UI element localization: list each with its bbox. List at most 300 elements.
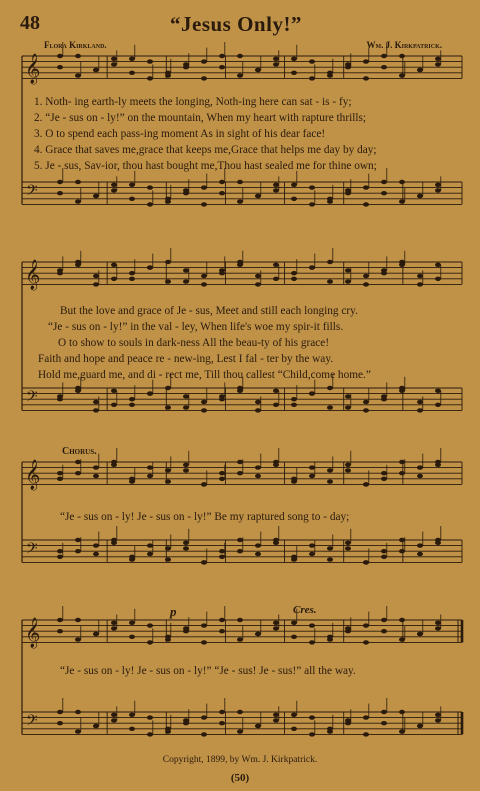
note-head <box>129 271 135 275</box>
note-head <box>111 713 117 717</box>
note-head <box>435 541 441 545</box>
note-head <box>129 397 135 401</box>
composer-credit: Wm. J. Kirkpatrick. <box>366 40 442 50</box>
note-head <box>363 202 369 206</box>
note-head <box>75 549 81 553</box>
note-head <box>399 538 405 542</box>
note-head <box>255 632 261 636</box>
treble-clef-icon: 𝄞 <box>25 54 41 84</box>
note-head <box>237 386 243 390</box>
note-head <box>219 191 225 195</box>
note-head <box>111 626 117 630</box>
note-head <box>417 632 423 636</box>
note-head <box>57 471 63 475</box>
note-head <box>165 199 171 203</box>
bass-clef-icon: 𝄢 <box>26 712 38 733</box>
verse-line-2: 2. “Je - sus on - ly!” on the mountain, When my heart with rapture thrills; <box>34 112 367 124</box>
note-head <box>399 729 405 733</box>
note-head <box>93 68 99 72</box>
note-head <box>327 260 333 264</box>
note-head <box>111 463 117 467</box>
note-head <box>273 621 279 625</box>
note-head <box>165 279 171 283</box>
verse-line-7: “Je - sus on - ly!” in the val - ley, When life's woe my spir-it fills. <box>48 321 344 333</box>
note-head <box>129 477 135 481</box>
note-head <box>183 463 189 467</box>
note-head <box>381 618 387 622</box>
note-head <box>327 405 333 409</box>
note-head <box>165 479 171 483</box>
note-head <box>381 65 387 69</box>
note-head <box>255 282 261 286</box>
note-head <box>327 557 333 561</box>
note-head <box>327 729 333 733</box>
note-head <box>75 471 81 475</box>
bass-clef-icon: 𝄢 <box>26 540 38 561</box>
note-head <box>309 474 315 478</box>
note-head <box>435 263 441 267</box>
note-head <box>435 718 441 722</box>
treble-clef-icon: 𝄞 <box>25 460 41 490</box>
note-head <box>219 397 225 401</box>
note-head <box>57 629 63 633</box>
note-head <box>291 277 297 281</box>
note-head <box>255 408 261 412</box>
note-head <box>255 724 261 728</box>
note-head <box>417 274 423 278</box>
verse-line-9: Faith and hope and peace re - new-ing, Lest I fal - ter by the way. <box>38 353 334 365</box>
note-head <box>399 180 405 184</box>
note-head <box>327 386 333 390</box>
note-head <box>345 394 351 398</box>
note-head <box>129 197 135 201</box>
note-head <box>147 59 153 63</box>
note-head <box>111 277 117 281</box>
note-head <box>129 635 135 639</box>
note-head <box>57 180 63 184</box>
note-head <box>219 721 225 725</box>
note-head <box>183 279 189 283</box>
note-head <box>111 62 117 66</box>
note-head <box>363 400 369 404</box>
note-head <box>57 555 63 559</box>
note-head <box>75 618 81 622</box>
note-head <box>435 277 441 281</box>
note-head <box>57 271 63 275</box>
note-head <box>273 389 279 393</box>
note-head <box>363 640 369 644</box>
note-head <box>129 277 135 281</box>
note-head <box>93 408 99 412</box>
note-head <box>57 721 63 725</box>
note-head <box>111 183 117 187</box>
note-head <box>327 279 333 283</box>
note-head <box>93 400 99 404</box>
note-head <box>309 202 315 206</box>
note-head <box>219 271 225 275</box>
note-head <box>93 543 99 547</box>
note-head <box>93 552 99 556</box>
note-head <box>399 549 405 553</box>
note-head <box>75 54 81 58</box>
note-head <box>129 555 135 559</box>
note-head <box>201 400 207 404</box>
note-head <box>417 194 423 198</box>
bass-clef-icon: 𝄢 <box>26 388 38 409</box>
note-head <box>273 62 279 66</box>
note-head <box>165 405 171 409</box>
note-head <box>417 474 423 478</box>
note-head <box>75 386 81 390</box>
dynamic-piano: p <box>170 604 177 619</box>
note-head <box>147 202 153 206</box>
note-head <box>435 183 441 187</box>
note-head <box>237 460 243 464</box>
note-head <box>219 477 225 481</box>
note-head <box>381 710 387 714</box>
note-head <box>237 260 243 264</box>
note-head <box>219 180 225 184</box>
bass-clef-icon: 𝄢 <box>26 182 38 203</box>
note-head <box>291 271 297 275</box>
note-head <box>57 549 63 553</box>
copyright-notice: Copyright, 1899, by Wm. J. Kirkpatrick. <box>162 755 318 765</box>
note-head <box>327 468 333 472</box>
note-head <box>237 549 243 553</box>
note-head <box>255 474 261 478</box>
note-head <box>237 54 243 58</box>
note-head <box>291 635 297 639</box>
note-head <box>219 629 225 633</box>
note-head <box>327 199 333 203</box>
note-head <box>435 621 441 625</box>
note-head <box>273 626 279 630</box>
note-head <box>201 560 207 564</box>
note-head <box>237 73 243 77</box>
note-head <box>219 549 225 553</box>
note-head <box>363 715 369 719</box>
note-head <box>363 560 369 564</box>
note-head <box>363 282 369 286</box>
note-head <box>201 623 207 627</box>
note-head <box>93 194 99 198</box>
hymn-number: 48 <box>20 12 40 34</box>
note-head <box>201 202 207 206</box>
note-head <box>183 394 189 398</box>
note-head <box>201 408 207 412</box>
note-head <box>147 732 153 736</box>
note-head <box>255 400 261 404</box>
note-head <box>111 263 117 267</box>
note-head <box>327 637 333 641</box>
note-head <box>399 618 405 622</box>
note-head <box>399 471 405 475</box>
note-head <box>345 468 351 472</box>
note-head <box>219 65 225 69</box>
note-head <box>399 73 405 77</box>
note-head <box>291 727 297 731</box>
note-head <box>363 274 369 278</box>
note-head <box>435 62 441 66</box>
note-head <box>345 463 351 467</box>
note-head <box>111 718 117 722</box>
note-head <box>273 463 279 467</box>
note-head <box>345 188 351 192</box>
note-head <box>183 626 189 630</box>
note-head <box>183 541 189 545</box>
verse-line-6: But the love and grace of Je - sus, Meet and still each longing cry. <box>60 305 358 317</box>
note-head <box>363 59 369 63</box>
note-head <box>381 271 387 275</box>
note-head <box>417 400 423 404</box>
note-head <box>309 543 315 547</box>
note-head <box>417 465 423 469</box>
note-head <box>255 465 261 469</box>
note-head <box>255 68 261 72</box>
note-head <box>417 282 423 286</box>
note-head <box>129 71 135 75</box>
note-head <box>309 59 315 63</box>
note-head <box>147 623 153 627</box>
note-head <box>381 471 387 475</box>
note-head <box>291 197 297 201</box>
note-head <box>219 555 225 559</box>
note-head <box>165 729 171 733</box>
note-head <box>201 640 207 644</box>
note-head <box>183 718 189 722</box>
note-head <box>435 403 441 407</box>
note-head <box>291 71 297 75</box>
note-head <box>93 474 99 478</box>
note-head <box>381 180 387 184</box>
note-head <box>327 546 333 550</box>
dynamic-crescendo: Cres. <box>293 604 317 616</box>
note-head <box>363 185 369 189</box>
verse-line-1: 1. Noth- ing earth-ly meets the longing, Noth-ing here can sat - is - fy; <box>34 96 352 108</box>
note-head <box>309 640 315 644</box>
note-head <box>165 386 171 390</box>
note-head <box>75 538 81 542</box>
note-head <box>273 183 279 187</box>
note-head <box>345 279 351 283</box>
note-head <box>75 180 81 184</box>
note-head <box>219 471 225 475</box>
note-head <box>147 465 153 469</box>
note-head <box>129 621 135 625</box>
note-head <box>201 282 207 286</box>
note-head <box>309 185 315 189</box>
treble-clef-icon: 𝄞 <box>25 260 41 290</box>
note-head <box>93 632 99 636</box>
note-head <box>255 194 261 198</box>
note-head <box>57 54 63 58</box>
note-head <box>111 541 117 545</box>
note-head <box>345 405 351 409</box>
note-head <box>273 713 279 717</box>
note-head <box>435 389 441 393</box>
note-head <box>183 268 189 272</box>
note-head <box>57 477 63 481</box>
note-head <box>363 623 369 627</box>
note-head <box>381 721 387 725</box>
note-head <box>399 710 405 714</box>
note-head <box>381 629 387 633</box>
chorus-lyric-2: “Je - sus on - ly! Je - sus on - ly!” “Je - sus! Je - sus!” all the way. <box>60 665 356 677</box>
note-head <box>255 274 261 278</box>
note-head <box>309 76 315 80</box>
note-head <box>291 555 297 559</box>
note-head <box>165 468 171 472</box>
lyricist-credit: Flora Kirkland. <box>44 40 107 50</box>
note-head <box>183 405 189 409</box>
note-head <box>147 640 153 644</box>
note-head <box>129 727 135 731</box>
note-head <box>327 479 333 483</box>
note-head <box>201 482 207 486</box>
note-head <box>417 408 423 412</box>
note-head <box>291 713 297 717</box>
note-head <box>327 73 333 77</box>
note-head <box>273 718 279 722</box>
note-head <box>219 54 225 58</box>
note-head <box>381 397 387 401</box>
note-head <box>363 76 369 80</box>
note-head <box>345 268 351 272</box>
note-head <box>183 468 189 472</box>
note-head <box>129 183 135 187</box>
note-head <box>291 183 297 187</box>
note-head <box>381 477 387 481</box>
note-head <box>309 623 315 627</box>
note-head <box>381 191 387 195</box>
note-head <box>291 621 297 625</box>
treble-clef-icon: 𝄞 <box>25 618 41 648</box>
note-head <box>111 621 117 625</box>
note-head <box>399 637 405 641</box>
page-number: (50) <box>230 772 250 784</box>
note-head <box>237 471 243 475</box>
note-head <box>363 732 369 736</box>
note-head <box>399 260 405 264</box>
verse-line-4: 4. Grace that saves me,grace that keeps me,Grace that helps me day by day; <box>34 144 377 156</box>
note-head <box>147 265 153 269</box>
note-head <box>111 403 117 407</box>
note-head <box>75 637 81 641</box>
note-head <box>201 715 207 719</box>
note-head <box>237 618 243 622</box>
note-head <box>381 549 387 553</box>
note-head <box>129 57 135 61</box>
note-head <box>345 541 351 545</box>
note-head <box>111 188 117 192</box>
note-head <box>201 76 207 80</box>
note-head <box>219 618 225 622</box>
note-head <box>309 391 315 395</box>
note-head <box>363 408 369 412</box>
note-head <box>309 265 315 269</box>
note-head <box>183 546 189 550</box>
note-head <box>273 277 279 281</box>
note-head <box>381 54 387 58</box>
note-head <box>309 715 315 719</box>
note-head <box>93 274 99 278</box>
note-head <box>75 260 81 264</box>
note-head <box>363 482 369 486</box>
note-head <box>345 62 351 66</box>
note-head <box>183 62 189 66</box>
note-head <box>273 263 279 267</box>
note-head <box>75 199 81 203</box>
note-head <box>111 57 117 61</box>
note-head <box>57 65 63 69</box>
note-head <box>165 73 171 77</box>
note-head <box>75 73 81 77</box>
note-head <box>399 54 405 58</box>
note-head <box>75 710 81 714</box>
note-head <box>417 543 423 547</box>
note-head <box>237 729 243 733</box>
note-head <box>255 543 261 547</box>
note-head <box>291 397 297 401</box>
note-head <box>417 68 423 72</box>
note-head <box>201 185 207 189</box>
note-head <box>147 391 153 395</box>
note-head <box>93 724 99 728</box>
note-head <box>165 260 171 264</box>
note-head <box>57 618 63 622</box>
note-head <box>111 389 117 393</box>
note-head <box>129 713 135 717</box>
note-head <box>165 546 171 550</box>
verse-line-3: 3. O to spend each pass-ing moment As in sight of his dear face! <box>34 128 326 140</box>
note-head <box>273 57 279 61</box>
hymn-title: “Jesus Only!” <box>170 12 302 36</box>
note-head <box>147 543 153 547</box>
note-head <box>57 710 63 714</box>
note-head <box>147 185 153 189</box>
note-head <box>75 460 81 464</box>
note-head <box>273 403 279 407</box>
note-head <box>93 465 99 469</box>
note-head <box>255 552 261 556</box>
note-head <box>309 552 315 556</box>
note-head <box>237 710 243 714</box>
note-head <box>147 474 153 478</box>
note-head <box>237 199 243 203</box>
note-head <box>219 710 225 714</box>
note-head <box>201 732 207 736</box>
note-head <box>237 637 243 641</box>
note-head <box>435 713 441 717</box>
note-head <box>381 555 387 559</box>
note-head <box>417 552 423 556</box>
note-head <box>345 626 351 630</box>
note-head <box>57 191 63 195</box>
note-head <box>399 460 405 464</box>
note-head <box>147 715 153 719</box>
note-head <box>93 282 99 286</box>
note-head <box>435 626 441 630</box>
verse-line-10: Hold me,guard me, and di - rect me, Till thou callest “Child,come home.” <box>38 369 371 381</box>
note-head <box>201 274 207 278</box>
note-head <box>435 463 441 467</box>
note-head <box>237 180 243 184</box>
note-head <box>399 386 405 390</box>
note-head <box>435 188 441 192</box>
note-head <box>147 76 153 80</box>
note-head <box>399 199 405 203</box>
chorus-label: Chorus. <box>62 446 97 457</box>
